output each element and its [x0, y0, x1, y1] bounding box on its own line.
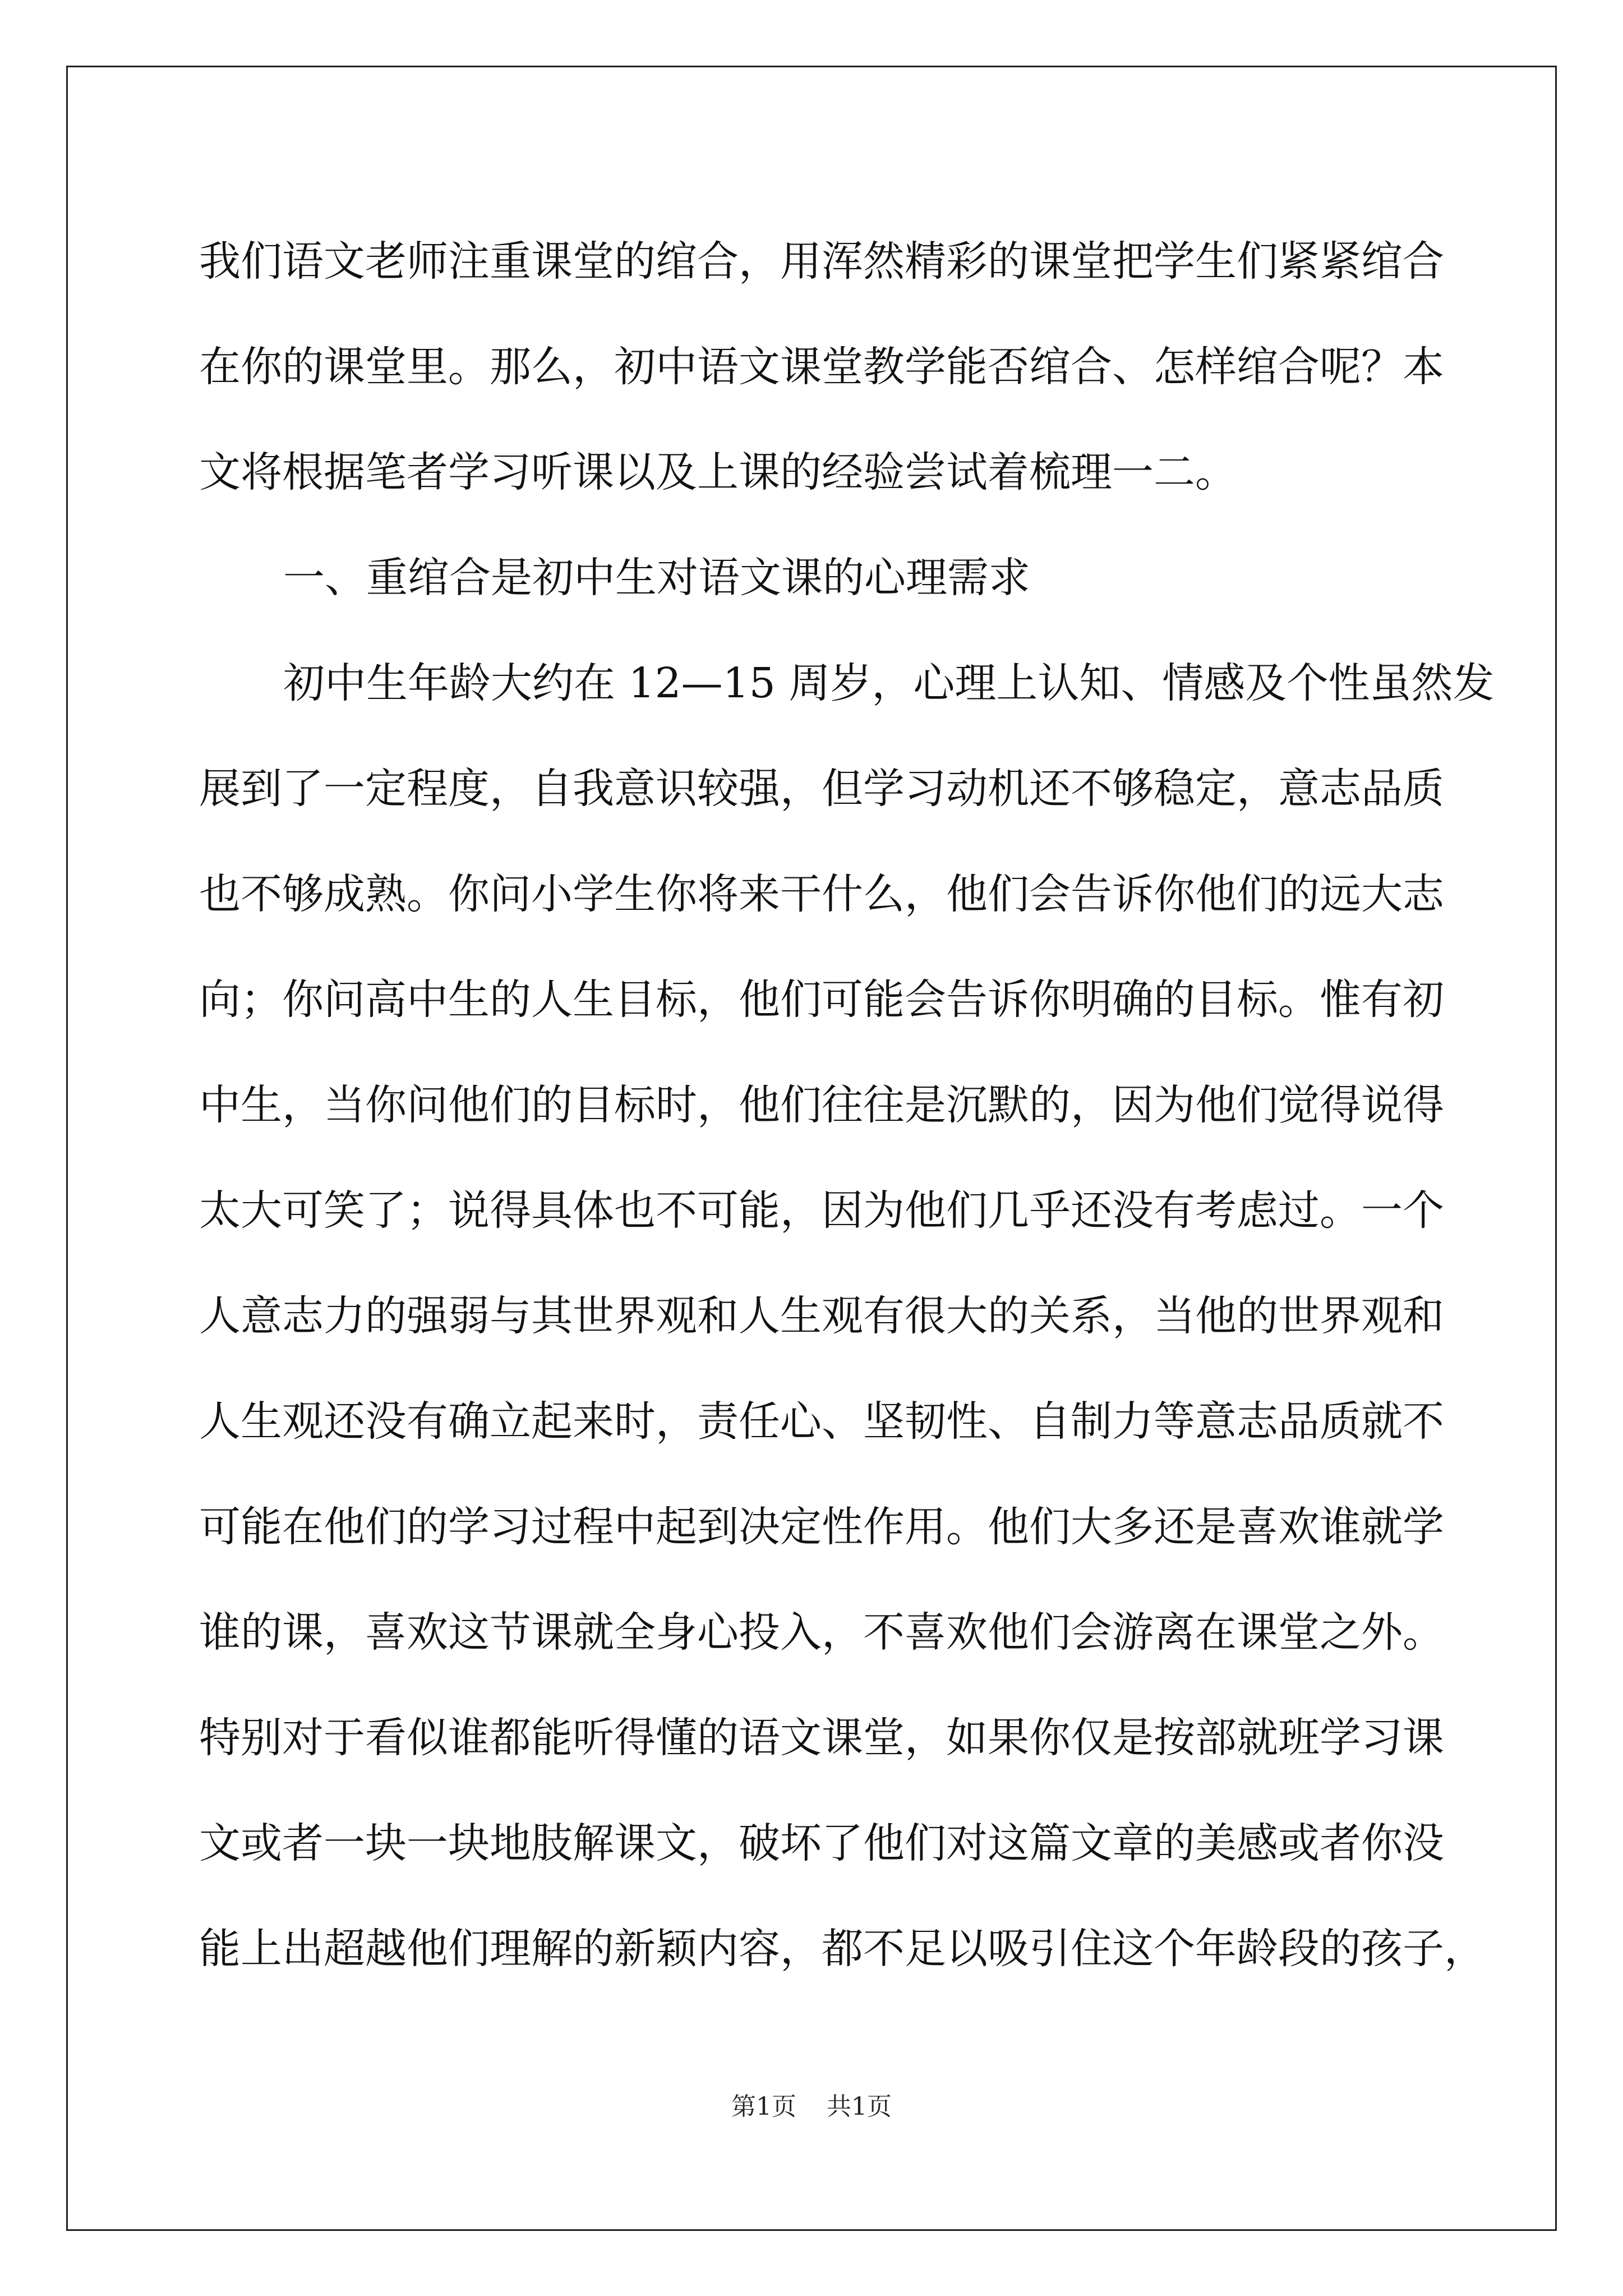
document-body — [199, 209, 1495, 2001]
page-number-current: 第1页 — [731, 2092, 796, 2121]
body-text-line: 太大可笑了；说得具体也不可能，因为他们几乎还没有考虑过。一个 — [199, 1186, 1444, 1235]
body-text-line: 在你的课堂里。那么，初中语文课堂教学能否绾合、怎样绾合呢？本 — [199, 343, 1444, 391]
body-text-line: 也不够成熟。你问小学生你将来干什么，他们会告诉你他们的远大志 — [199, 870, 1444, 918]
body-text-line: 我们语文老师注重课堂的绾合，用浑然精彩的课堂把学生们紧紧绾合 — [199, 237, 1444, 286]
page-number-total: 共1页 — [827, 2092, 892, 2121]
body-text-line: 展到了一定程度，自我意识较强，但学习动机还不够稳定，意志品质 — [199, 765, 1444, 813]
section-heading: 一、重绾合是初中生对语文课的心理需求 — [283, 554, 1030, 602]
body-text-line: 初中生年龄大约在 12—15 周岁，心理上认知、情感及个性虽然发 — [283, 659, 1495, 707]
body-text-line: 文或者一块一块地肢解课文，破坏了他们对这篇文章的美感或者你没 — [199, 1819, 1444, 1867]
page-footer — [0, 2091, 1623, 2123]
body-text-line: 人生观还没有确立起来时，责任心、坚韧性、自制力等意志品质就不 — [199, 1397, 1444, 1446]
body-text-line: 可能在他们的学习过程中起到决定性作用。他们大多还是喜欢谁就学 — [199, 1503, 1444, 1551]
body-text-line: 能上出超越他们理解的新颖内容，都不足以吸引住这个年龄段的孩子， — [199, 1925, 1486, 1973]
body-text-line: 特别对于看似谁都能听得懂的语文课堂，如果你仅是按部就班学习课 — [199, 1714, 1444, 1762]
body-text-line: 向；你问高中生的人生目标，他们可能会告诉你明确的目标。惟有初 — [199, 976, 1444, 1024]
body-text-line: 人意志力的强弱与其世界观和人生观有很大的关系，当他的世界观和 — [199, 1292, 1444, 1340]
body-text-line: 文将根据笔者学习听课以及上课的经验尝试着梳理一二。 — [199, 448, 1237, 496]
body-text-line: 中生，当你问他们的目标时，他们往往是沉默的，因为他们觉得说得 — [199, 1081, 1444, 1129]
body-text-line: 谁的课，喜欢这节课就全身心投入，不喜欢他们会游离在课堂之外。 — [199, 1608, 1444, 1657]
